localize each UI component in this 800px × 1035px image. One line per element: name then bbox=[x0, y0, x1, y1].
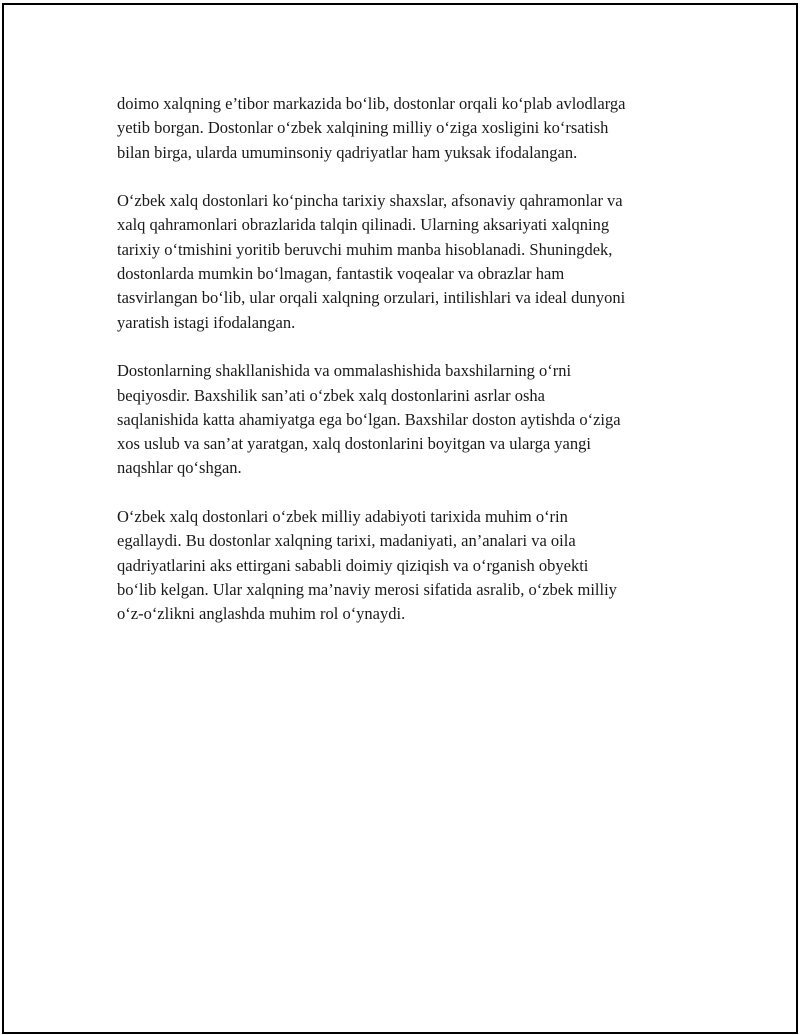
text-line: dostonlarda mumkin bo‘lmagan, fantastik voqealar va obrazlar ham bbox=[117, 264, 565, 284]
text-line: bilan birga, ularda umuminsoniy qadriyatlar ham yuksak ifodalangan. bbox=[117, 142, 578, 162]
text-line: Dostonlarning shakllanishida va ommalashishida baxshilarning o‘rni bbox=[117, 361, 572, 381]
text-line: O‘zbek xalq dostonlari o‘zbek milliy adabiyoti tarixida muhim o‘rin bbox=[117, 507, 568, 527]
paragraph bbox=[117, 505, 697, 626]
text-line: yaratish istagi ifodalangan. bbox=[117, 312, 296, 332]
paragraph bbox=[117, 189, 697, 335]
document-body bbox=[117, 92, 697, 651]
text-line: naqshlar qo‘shgan. bbox=[117, 458, 242, 478]
paragraph bbox=[117, 92, 697, 165]
text-line: O‘zbek xalq dostonlari ko‘pincha tarixiy shaxslar, afsonaviy qahramonlar va bbox=[117, 191, 623, 211]
text-line: qadriyatlarini aks ettirgani sababli doimiy qiziqish va o‘rganish obyekti bbox=[117, 555, 589, 575]
paragraph bbox=[117, 359, 697, 480]
text-line: o‘z-o‘zlikni anglashda muhim rol o‘ynaydi. bbox=[117, 604, 406, 624]
text-line: xalq qahramonlari obrazlarida talqin qilinadi. Ularning aksariyati xalqning bbox=[117, 215, 610, 235]
text-line: egallaydi. Bu dostonlar xalqning tarixi, madaniyati, an’analari va oila bbox=[117, 531, 576, 551]
text-line: saqlanishida katta ahamiyatga ega bo‘lgan. Baxshilar doston aytishda o‘ziga bbox=[117, 409, 621, 429]
text-line: xos uslub va san’at yaratgan, xalq dostonlarini boyitgan va ularga yangi bbox=[117, 434, 591, 454]
text-line: doimo xalqning e’tibor markazida bo‘lib, dostonlar orqali ko‘plab avlodlarga bbox=[117, 94, 626, 113]
text-line: tarixiy o‘tmishini yoritib beruvchi muhim manba hisoblanadi. Shuningdek, bbox=[117, 239, 613, 259]
text-line: yetib borgan. Dostonlar o‘zbek xalqining milliy o‘ziga xosligini ko‘rsatish bbox=[117, 118, 609, 138]
text-line: tasvirlangan bo‘lib, ular orqali xalqning orzulari, intilishlari va ideal dunyoni bbox=[117, 288, 626, 308]
text-line: beqiyosdir. Baxshilik san’ati o‘zbek xalq dostonlarini asrlar osha bbox=[117, 385, 545, 405]
text-line: bo‘lib kelgan. Ular xalqning ma’naviy merosi sifatida asralib, o‘zbek milliy bbox=[117, 579, 617, 599]
